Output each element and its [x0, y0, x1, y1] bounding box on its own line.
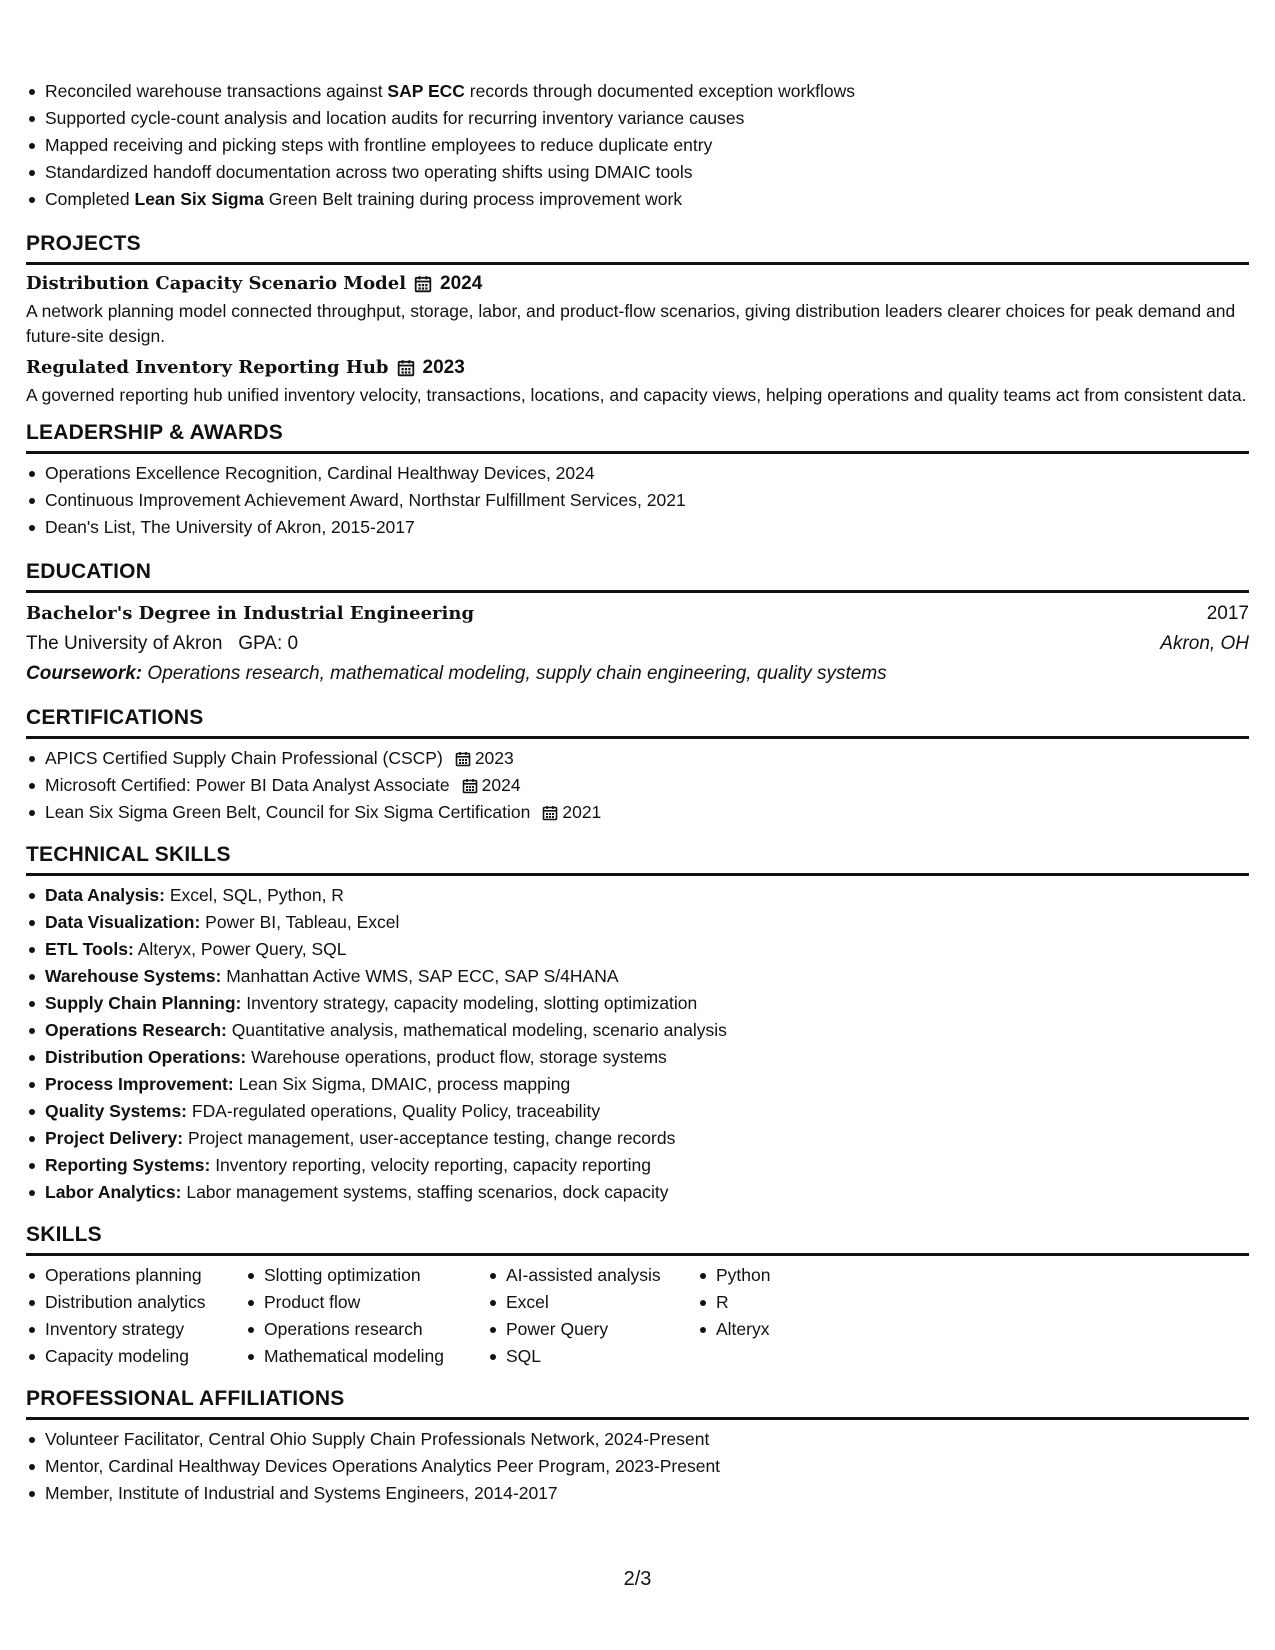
gpa: GPA: 0	[238, 633, 299, 654]
certification-name: Lean Six Sigma Green Belt, Council for Six Sigma Certification	[45, 802, 531, 822]
skill-item: Power Query	[506, 1316, 697, 1343]
technical-skill-item	[45, 1125, 1249, 1152]
projects-section	[26, 231, 1249, 408]
skill-values: Lean Six Sigma, DMAIC, process mapping	[238, 1074, 571, 1094]
coursework	[26, 659, 1249, 689]
skill-item: AI-assisted analysis	[506, 1262, 697, 1289]
skill-item: Operations planning	[45, 1262, 245, 1289]
certification-year: 2024	[481, 775, 521, 795]
section-title: EDUCATION	[26, 560, 152, 583]
section-divider	[26, 262, 1249, 265]
affiliation-item: Volunteer Facilitator, Central Ohio Supply Chain Professionals Network, 2024-Present	[45, 1426, 1249, 1453]
skill-values: Warehouse operations, product flow, storage systems	[251, 1047, 667, 1067]
calendar-icon	[542, 805, 558, 821]
skills-column	[487, 1262, 697, 1370]
certification-item	[45, 772, 1249, 799]
page-number: 2/3	[623, 1568, 652, 1590]
section-title: PROJECTS	[26, 232, 141, 255]
calendar-icon	[455, 751, 471, 767]
affiliation-item: Mentor, Cardinal Healthway Devices Operations Analytics Peer Program, 2023-Present	[45, 1453, 1249, 1480]
skill-item: Slotting optimization	[264, 1262, 487, 1289]
calendar-icon	[397, 359, 415, 377]
project-year: 2024	[440, 273, 483, 294]
bullet-text: Reconciled warehouse transactions against	[45, 81, 388, 101]
skill-values: FDA-regulated operations, Quality Policy, traceability	[191, 1101, 601, 1121]
school-location: Akron, OH	[1160, 633, 1249, 654]
technical-skill-item	[45, 1044, 1249, 1071]
section-title: SKILLS	[26, 1223, 102, 1246]
project-description: A network planning model connected throughput, storage, labor, and product-flow scenarios, giving distribution leaders clearer choices for peak demand and future-site design.	[26, 301, 1236, 346]
skills-column	[245, 1262, 487, 1370]
skill-item: Excel	[506, 1289, 697, 1316]
skill-values: Quantitative analysis, mathematical modeling, scenario analysis	[231, 1020, 727, 1040]
award-item: Operations Excellence Recognition, Cardinal Healthway Devices, 2024	[45, 460, 1249, 487]
section-title: PROFESSIONAL AFFILIATIONS	[26, 1387, 345, 1410]
award-item: Continuous Improvement Achievement Award, Northstar Fulfillment Services, 2021	[45, 487, 1249, 514]
bullet-bold: SAP ECC	[387, 81, 465, 101]
skill-values: Labor management systems, staffing scenarios, dock capacity	[186, 1182, 669, 1202]
skills-section	[26, 1222, 1249, 1370]
skill-category: Process Improvement:	[45, 1074, 234, 1094]
experience-bullet-list	[26, 78, 1249, 213]
skill-values: Excel, SQL, Python, R	[169, 885, 344, 905]
skills-column	[26, 1262, 245, 1370]
bullet-text: Completed	[45, 189, 135, 209]
skills-grid	[26, 1262, 1249, 1370]
technical-skill-item	[45, 1179, 1249, 1206]
certification-name: Microsoft Certified: Power BI Data Analyst Associate	[45, 775, 450, 795]
skill-item: Distribution analytics	[45, 1289, 245, 1316]
experience-bullet	[45, 186, 1249, 213]
skill-item: Alteryx	[716, 1316, 857, 1343]
skill-category: Labor Analytics:	[45, 1182, 182, 1202]
skill-values: Power BI, Tableau, Excel	[205, 912, 400, 932]
coursework-label: Coursework:	[26, 663, 143, 684]
skill-category: Warehouse Systems:	[45, 966, 222, 986]
project-year: 2023	[422, 357, 465, 378]
skill-category: Operations Research:	[45, 1020, 227, 1040]
skill-item: Inventory strategy	[45, 1316, 245, 1343]
section-divider	[26, 873, 1249, 876]
certification-item	[45, 799, 1249, 826]
section-divider	[26, 1253, 1249, 1256]
technical-skill-item	[45, 1098, 1249, 1125]
section-divider	[26, 451, 1249, 454]
skill-item: Mathematical modeling	[264, 1343, 487, 1370]
section-divider	[26, 736, 1249, 739]
bullet-bold: Lean Six Sigma	[134, 189, 264, 209]
affiliation-item: Member, Institute of Industrial and Systems Engineers, 2014-2017	[45, 1480, 1249, 1507]
technical-skill-item	[45, 882, 1249, 909]
section-title: TECHNICAL SKILLS	[26, 843, 231, 866]
skill-item: SQL	[506, 1343, 697, 1370]
skill-item: Product flow	[264, 1289, 487, 1316]
degree-title: Bachelor's Degree in Industrial Engineering	[26, 603, 475, 624]
education-section	[26, 559, 1249, 689]
section-divider	[26, 1417, 1249, 1420]
project-entry	[26, 271, 1249, 349]
bullet-text: records through documented exception workflows	[464, 81, 855, 101]
bullet-text: Supported cycle-count analysis and location audits for recurring inventory variance causes	[45, 108, 745, 128]
skill-item: Python	[716, 1262, 857, 1289]
experience-bullet	[45, 78, 1249, 105]
bullet-text: Green Belt training during process improvement work	[263, 189, 683, 209]
technical-skills-section	[26, 842, 1249, 1206]
section-divider	[26, 590, 1249, 593]
skill-category: Quality Systems:	[45, 1101, 187, 1121]
award-item: Dean's List, The University of Akron, 2015-2017	[45, 514, 1249, 541]
experience-bullet	[45, 132, 1249, 159]
affiliations-section	[26, 1386, 1249, 1507]
skill-item: Operations research	[264, 1316, 487, 1343]
graduation-year: 2017	[1206, 603, 1249, 624]
project-entry	[26, 355, 1249, 408]
resume-page	[26, 78, 1249, 1507]
skill-category: Supply Chain Planning:	[45, 993, 242, 1013]
technical-skill-item	[45, 1017, 1249, 1044]
skill-category: Data Visualization:	[45, 912, 201, 932]
skill-category: ETL Tools:	[45, 939, 134, 959]
skill-item: R	[716, 1289, 857, 1316]
school-name: The University of Akron	[26, 633, 223, 654]
project-description: A governed reporting hub unified inventory velocity, transactions, locations, and capacity views, helping operations and quality teams act from consistent data.	[26, 385, 1247, 405]
skill-values: Manhattan Active WMS, SAP ECC, SAP S/4HANA	[226, 966, 619, 986]
experience-bullet	[45, 159, 1249, 186]
bullet-text: Standardized handoff documentation across two operating shifts using DMAIC tools	[45, 162, 693, 182]
calendar-icon	[414, 275, 432, 293]
certification-name: APICS Certified Supply Chain Professional (CSCP)	[45, 748, 443, 768]
project-name: Regulated Inventory Reporting Hub	[26, 357, 389, 378]
certification-item	[45, 745, 1249, 772]
bullet-text: Mapped receiving and picking steps with frontline employees to reduce duplicate entry	[45, 135, 713, 155]
technical-skill-item	[45, 909, 1249, 936]
calendar-icon	[462, 778, 478, 794]
technical-skill-item	[45, 963, 1249, 990]
section-title: LEADERSHIP & AWARDS	[26, 421, 283, 444]
skill-category: Data Analysis:	[45, 885, 165, 905]
section-title: CERTIFICATIONS	[26, 706, 204, 729]
skill-values: Alteryx, Power Query, SQL	[137, 939, 347, 959]
technical-skill-item	[45, 1071, 1249, 1098]
skill-category: Reporting Systems:	[45, 1155, 211, 1175]
skill-values: Inventory reporting, velocity reporting, capacity reporting	[215, 1155, 651, 1175]
skill-item: Capacity modeling	[45, 1343, 245, 1370]
skill-values: Project management, user-acceptance testing, change records	[188, 1128, 676, 1148]
skill-category: Distribution Operations:	[45, 1047, 247, 1067]
skills-column	[697, 1262, 857, 1370]
skill-category: Project Delivery:	[45, 1128, 184, 1148]
certification-year: 2023	[474, 748, 514, 768]
skill-values: Inventory strategy, capacity modeling, slotting optimization	[246, 993, 698, 1013]
coursework-text: Operations research, mathematical modeling, supply chain engineering, quality systems	[147, 663, 887, 684]
technical-skill-item	[45, 1152, 1249, 1179]
experience-bullet	[45, 105, 1249, 132]
technical-skill-item	[45, 936, 1249, 963]
certifications-section	[26, 705, 1249, 826]
certification-year: 2021	[562, 802, 602, 822]
leadership-section	[26, 420, 1249, 541]
technical-skill-item	[45, 990, 1249, 1017]
project-name: Distribution Capacity Scenario Model	[26, 273, 407, 294]
